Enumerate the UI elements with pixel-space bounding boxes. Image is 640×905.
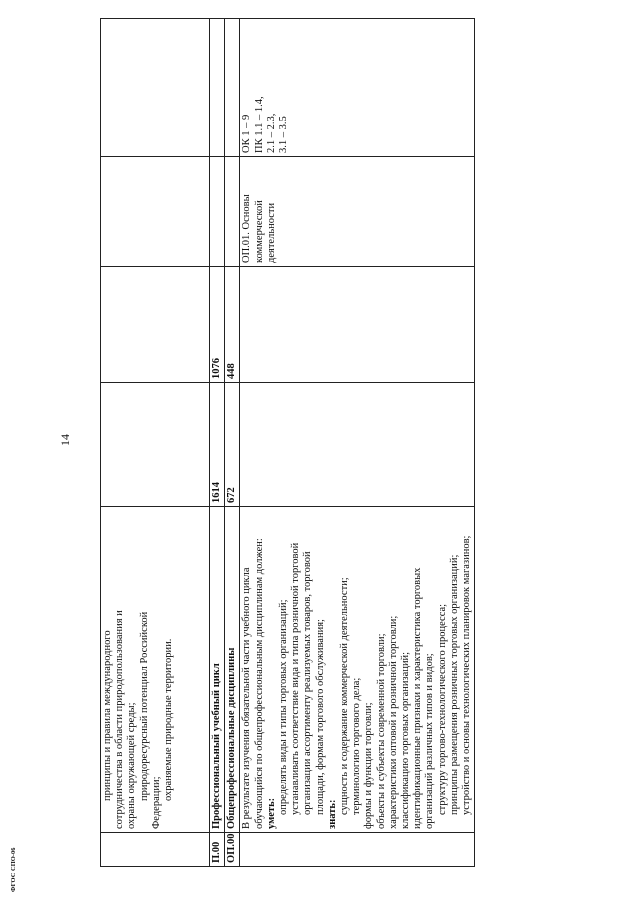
code-cell bbox=[101, 833, 210, 867]
competency-line: ОК 1 – 9 bbox=[241, 114, 253, 153]
text-line: принципы и правила международного bbox=[102, 630, 113, 801]
intro-text: В результате изучения обязательной части учебного цикла обучающийся по общепрофессиональным дисциплинам должен: bbox=[241, 538, 265, 829]
requirements-cell bbox=[240, 507, 475, 833]
hours-cell bbox=[240, 267, 475, 383]
document-footer: ФГОС СПО-06 bbox=[10, 847, 17, 892]
row-title: Профессиональный учебный цикл bbox=[210, 507, 225, 833]
row-code: П.00 bbox=[210, 833, 225, 867]
competency-line: ПК 1.1 – 1.4, bbox=[253, 96, 265, 153]
znat-label: знать: bbox=[326, 799, 338, 829]
list-item: формы и функции торговли; bbox=[363, 702, 375, 829]
max-hours-value: 672 bbox=[225, 383, 240, 507]
text-line: Федерации; bbox=[150, 776, 162, 829]
list-item: принципы размещения розничных торговых организаций; bbox=[448, 554, 460, 815]
list-item: определять виды и типы торговых организаций; bbox=[278, 599, 290, 815]
continuation-row bbox=[101, 19, 210, 867]
discipline-cell bbox=[225, 157, 240, 267]
required-hours-value: 448 bbox=[225, 267, 240, 383]
list-item: идентификационные признаки и характеристика торговых организаций различных типов и видов; bbox=[412, 567, 436, 829]
discipline-requirements-row bbox=[240, 19, 475, 867]
hours-cell bbox=[101, 267, 210, 383]
row-code: ОП.00 bbox=[225, 833, 240, 867]
list-item: устройство и основы технологических планировок магазинов; bbox=[461, 535, 473, 815]
discipline-name: ОП.01. Основы коммерческой деятельности bbox=[240, 157, 475, 267]
text-line: природоресурсный потенциал Российской bbox=[138, 611, 150, 801]
competency-cell bbox=[210, 19, 225, 157]
competency-cell bbox=[101, 19, 210, 157]
code-cell bbox=[240, 833, 475, 867]
competency-cell bbox=[225, 19, 240, 157]
max-hours-cell bbox=[101, 383, 210, 507]
list-item: классификацию торговых организаций; bbox=[400, 651, 412, 829]
rotated-table-sheet bbox=[100, 19, 584, 867]
discipline-cell bbox=[101, 157, 210, 267]
list-item: структуру торгово-технологического процесса; bbox=[436, 603, 448, 815]
list-item: терминологию торгового дела; bbox=[351, 677, 363, 815]
competency-line: 3.1 – 3.5 bbox=[278, 116, 290, 153]
competency-line: 2.1 – 2.3, bbox=[265, 113, 277, 153]
page-number: 14 bbox=[58, 434, 72, 446]
text-line: сотрудничества в области природопользования и bbox=[114, 610, 126, 829]
curriculum-table bbox=[100, 18, 475, 867]
general-disciplines-row bbox=[225, 19, 240, 867]
professional-cycle-row bbox=[210, 19, 225, 867]
row-title: Общепрофессиональные дисциплины bbox=[225, 507, 240, 833]
list-item: устанавливать соответствие вида и типа розничной торговой организации ассортименту реализуемых товаров, торговой площади, формам торгового обслуживания; bbox=[290, 542, 326, 815]
list-item: объекты и субъекты современной торговли; bbox=[375, 633, 387, 829]
list-item: сущность и содержание коммерческой деятельности; bbox=[339, 577, 351, 815]
competency-cell bbox=[240, 19, 475, 157]
max-hours-cell bbox=[240, 383, 475, 507]
content-cell bbox=[101, 507, 210, 833]
text-line: охраняемые природные территории. bbox=[163, 638, 175, 801]
umet-label: уметь: bbox=[265, 797, 277, 829]
list-item: характеристики оптовой и розничной торговли; bbox=[387, 615, 399, 829]
text-line: охраны окружающей среды; bbox=[126, 702, 138, 829]
required-hours-value: 1076 bbox=[210, 267, 225, 383]
discipline-cell bbox=[210, 157, 225, 267]
max-hours-value: 1614 bbox=[210, 383, 225, 507]
